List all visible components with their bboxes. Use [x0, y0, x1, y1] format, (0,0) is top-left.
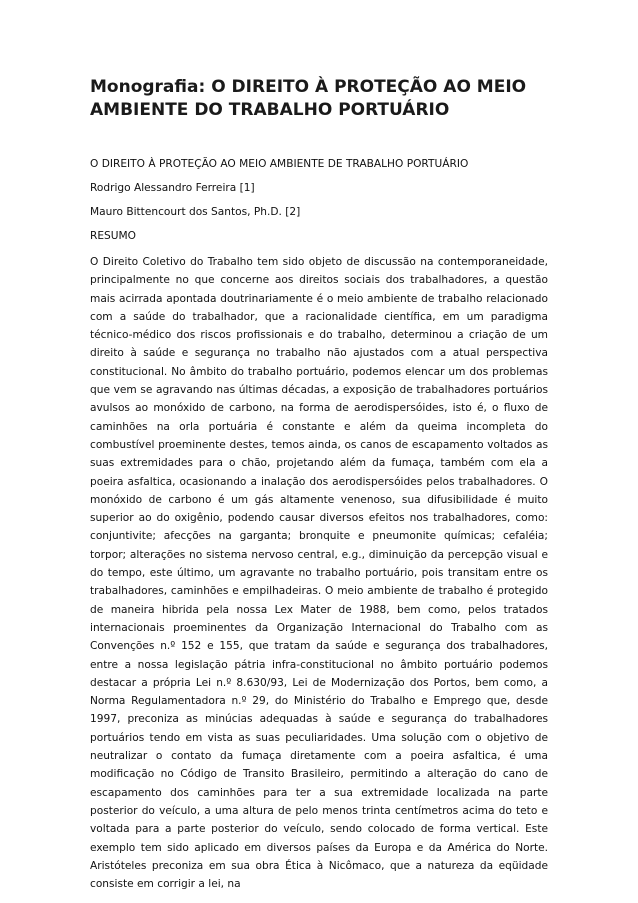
document-subtitle: O DIREITO À PROTEÇÃO AO MEIO AMBIENTE DE TRABALHO PORTUÁRIO: [90, 158, 469, 170]
document-page: [90, 76, 548, 893]
document-title: Monografia: O DIREITO À PROTEÇÃO AO MEIO AMBIENTE DO TRABALHO PORTUÁRIO: [90, 77, 527, 120]
abstract-paragraph: O Direito Coletivo do Trabalho tem sido objeto de discussão na contemporaneidade, principalmente no que concerne aos direitos sociais dos trabalhadores, a questão mais acirrada apontada doutrinariamente é o meio ambiente de trabalho relacionado com a saúde do trabalhador, que a racionalidade científica, em um paradigma técnico-médico dos riscos profissionais e do trabalho, determinou a criação de um direito à saúde e segurança no trabalho não ajustados com a atual perspectiva constitucional. No âmbito do trabalho portuário, podemos elencar um dos problemas que vem se agravando nas últimas décadas, a exposição de trabalhadores portuários avulsos ao monóxido de carbono, na forma de aerodispersóides, isto é, o fluxo de caminhões na orla portuária é constante e além da queima incompleta do combustível proeminente destes, temos ainda, os canos de escapamento voltados as suas extremidades para o chão, projetando além da fumaça, também com ela a poeira asfaltica, ocasionando a inalação dos aerodispersóides pelos trabalhadores. O monóxido de carbono é um gás altamente venenoso, sua difusibilidade é muito superior ao do oxigênio, podendo causar diversos efeitos nos trabalhadores, como: conjuntivite; afecções na garganta; bronquite e pneumonite químicas; cefaléia; torpor; alterações no sistema nervoso central, e.g., diminuição da percepção visual e do tempo, este último, um agravante no trabalho portuário, pois transitam entre os trabalhadores, caminhões e empilhadeiras. O meio ambiente de trabalho é protegido de maneira hibrida pela nossa Lex Mater de 1988, bem como, pelos tratados internacionais proeminentes da Organização Internacional do Trabalho com as Convenções n.º 152 e 155, que tratam da saúde e segurança dos trabalhadores, entre a nossa legislação pátria infra-constitucional no âmbito portuário podemos destacar a própria Lei n.º 8.630/93, Lei de Modernização dos Portos, bem como, a Norma Regulamentadora n.º 29, do Ministério do Trabalho e Emprego que, desde 1997, preconiza as minúcias adequadas à saúde e segurança do trabalhadores portuários tendo em vista as suas peculiaridades. Uma solução com o objetivo de neutralizar o contato da fumaça diretamente com a poeira asfaltica, é uma modificação no Código de Transito Brasileiro, permitindo a alteração do cano de escapamento dos caminhões para ter a sua extremidade localizada na parte posterior do veículo, a uma altura de pelo menos trinta centímetros acima do teto e voltada para a parte posterior do veículo, sendo colocado de forma vertical. Este exemplo tem sido aplicado em diversos países da Europa e da América do Norte. Aristóteles preconiza em sua obra Ética à Nicômaco, que a natureza da eqüidade consiste em corrigir a lei, na: [90, 256, 548, 891]
author-1: Rodrigo Alessandro Ferreira [1]: [90, 182, 255, 194]
author-2: Mauro Bittencourt dos Santos, Ph.D. [2]: [90, 206, 301, 218]
section-heading-resumo: RESUMO: [90, 230, 137, 242]
